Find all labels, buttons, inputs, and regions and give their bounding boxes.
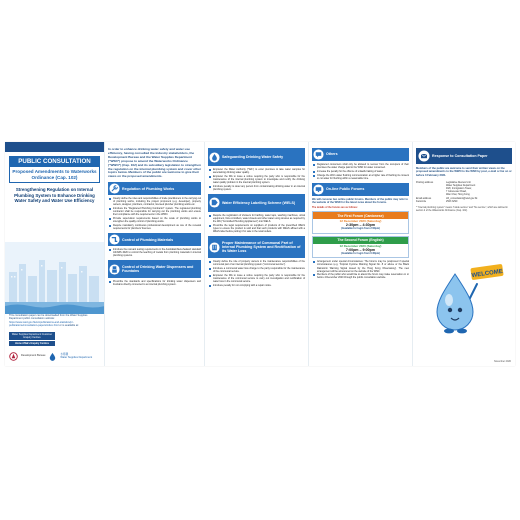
section-heading	[208, 194, 305, 212]
section-forums	[312, 183, 409, 280]
wels-list	[208, 214, 305, 233]
water-drop-mascot-illustration	[427, 260, 509, 340]
section-plumbing-works	[108, 182, 201, 230]
cover-headline: Strengthening Regulation on Internal Plumbing System to Enhance Drinking Water Safety and Water Use Efficiency	[14, 187, 95, 203]
list-item: Increase the penalty for the offence of unlawful taking of water.	[312, 170, 409, 173]
publication-date: November 2020	[493, 360, 511, 363]
building-icon	[209, 242, 220, 253]
section-heading	[108, 182, 201, 195]
panel-response	[413, 142, 515, 366]
section-heading	[312, 148, 409, 161]
list-item: Introduce the relevant testing requirements in the Australian/New Zealand standard AS/NZS 4020 to control the leaching of metals from plumbing materials in internal plumbing systems.	[108, 248, 201, 257]
response-heading	[416, 148, 512, 164]
devb-logo-text: Development Bureau	[21, 354, 46, 358]
list-item: Require the registration of showers for bathing, water taps, washing machines, urinal equipment, flow controllers, water closets and other water using devices as required by the WA ("Controlled Plumbing Appliances") into WELS.	[208, 214, 305, 223]
cover-info-tail: or is available at:	[59, 324, 79, 328]
section-others	[312, 148, 409, 180]
list-item: Prescribe the legal requirements on suppliers of products of the prescribed WELS types to ensure the product is sold and that such products with WELS affixed with a WELS label before putting it for sale in the retail outlets.	[208, 224, 305, 233]
devb-logo-icon	[9, 352, 18, 361]
first-forum-time: 2:30pm – 4:30pm	[345, 223, 376, 228]
first-forum-login: (Available for login from 2:00pm)	[341, 227, 380, 231]
first-forum-card	[312, 211, 409, 234]
government-logos	[9, 349, 103, 363]
list-item: Empower the WA to issue a notice requiring the party who is responsible for the maintenance of the communal service to carry out investigation and rectification of water loss in the communal service.	[208, 274, 305, 283]
list-item: Registered consumers shall only be allowed to recover from the occupiers of their premises the water charge paid to the WSD for water consumed.	[312, 163, 409, 169]
section-wels	[208, 194, 305, 233]
wsd-logo-icon	[48, 352, 57, 361]
list-item: Introduce penalty to deter any person from contaminating drinking water in an internal plumbing system.	[208, 185, 305, 191]
list-item: Clearly define the roles and responsibilities of trade practitioners in the carrying out of plumbing works, including the project proponent (e.g. developer), property owners, designer, plumbers, contractor, licensed plumber plumbing works etc.	[108, 197, 201, 206]
forum-details-label: The details of the forums are as follows:	[312, 206, 358, 210]
contact-label: Posting address	[416, 180, 434, 184]
others-list	[312, 163, 409, 180]
response-title: Response to Consultation Paper	[432, 153, 488, 158]
section-title: On-line Public Forums	[326, 187, 365, 192]
cover-info-text: This consultation paper can be downloaded from the Water Supplies Department public consultation website:	[9, 314, 88, 321]
fax-number: 2523 3290	[446, 200, 458, 204]
dispensers-list	[108, 280, 201, 286]
second-forum-time: 7:00pm – 9:00pm	[345, 247, 376, 252]
panel-plumbing	[105, 142, 205, 366]
cover-subtitle: Proposed Amendments to Waterworks Ordinance (Cap. 102)	[9, 167, 100, 183]
second-forum-title: The Second Forum (English)	[313, 237, 408, 244]
plumbing-works-list	[108, 197, 201, 230]
monitor-icon	[313, 184, 324, 195]
plumbing-materials-list	[108, 248, 201, 257]
section-title: Proper Maintenance of Communal Part of Internal Plumbing System and Rectification of its Water Loss	[222, 240, 301, 254]
second-forum-login: (Available for login from 6:30pm)	[341, 251, 380, 255]
water-drop-icon	[209, 152, 220, 163]
section-heading	[312, 183, 409, 196]
contact-label: Facsimile	[416, 200, 427, 204]
forum-note: We will convene two online public forums. Members of the public may refer to the website of the WSD for the latest news about the forums.	[312, 197, 408, 205]
cover-download-info	[9, 314, 101, 328]
section-title: Safeguarding Drinking Water Safety	[222, 154, 284, 159]
pipe-icon	[109, 234, 120, 245]
wsd-logo-cn: 水務署	[60, 352, 69, 356]
list-item: Members of the public who would like to attend the forum may make reservation on or before 4 December 2020 through the public consultation website.	[312, 273, 409, 279]
table-row	[416, 180, 512, 196]
list-item: Clearly define the role of property owners in the maintenance responsibilities of the communal part of an internal plumbing system ("communal service").	[208, 260, 305, 266]
safeguarding-list	[208, 168, 305, 191]
table-row	[416, 200, 512, 204]
section-title: Control of Drinking Water Dispensers and Fountains	[122, 265, 194, 274]
list-item: Empower the Water Authority ("WA") to enter premises to take water samples for ascertaining drinking water quality.	[208, 168, 305, 174]
intro-paragraph: In order to enhance drinking water safety and water use efficiency, having consulted the industry stakeholders, the Development Bureau and the Water Supplies Department ("WSD") propose to amend the Waterworks Ordinance ("WWO") (Cap. 102) and its subsidiary legislation to strengthen the regulation on the internal plumbing system and cover other topics below. Members of the public are welcome to give their views on the proposed amendments.	[108, 147, 201, 179]
list-item: Empower the WA to issue a notice requiring the party who is responsible for the maintenance of the internal plumbing system to investigate and rectify the drinking water quality problem in the internal plumbing system.	[208, 175, 305, 184]
section-heading	[108, 233, 201, 246]
maintenance-list	[208, 260, 305, 287]
contact-table	[416, 180, 512, 203]
section-heading	[208, 148, 305, 166]
section-maintenance	[208, 236, 305, 287]
list-item: Provide supervision requirements based on the scale of plumbing works to strengthen the quality control of plumbing works.	[108, 217, 201, 223]
second-forum-card	[312, 236, 409, 259]
chat-bubble-icon	[313, 149, 324, 160]
skyline-illustration	[5, 242, 105, 314]
footnote: * "Internal plumbing system" means "inside service" and "fire service", which are defined in section 2 of the Waterworks Ordinance (Cap. 102).	[416, 206, 508, 212]
home-affairs-enquiry-badge: Home Affairs Enquiry Centres	[9, 341, 55, 346]
section-title: Control of Plumbing Materials	[122, 237, 174, 242]
cover-top-bar	[5, 142, 104, 152]
list-item: Require mandatory continuous professional development as one of the renewal requirements for plumbers' licences.	[108, 224, 201, 230]
email-address-link[interactable]: LR_consultation@wsd.gov.hk	[446, 196, 478, 200]
consultation-url-link[interactable]: https://www.wsd.gov.hk/en/publications-and-statistics/pr-publications/consultation-papers/index.html	[9, 320, 74, 328]
cover-title: PUBLIC CONSULTATION	[9, 156, 100, 167]
list-item: Introduce a communal water loss charge to the party responsible for the maintenance of the communal service.	[208, 267, 305, 273]
wsd-enquiry-centres-badge: Water Supplies Department Customer Enquiry Centres	[9, 332, 55, 340]
panel-others-forums	[309, 142, 413, 366]
section-plumbing-materials	[108, 233, 201, 257]
section-title: Regulation of Plumbing Works	[122, 186, 175, 191]
list-item: Introduce the "Registered Plumbing Contractor" system. The registered plumbing contractor shall be responsible for carrying out the plumbing works and ensure their compliance with the requirements in the WWO.	[108, 207, 201, 216]
cover-panel	[5, 142, 105, 366]
section-safeguarding	[208, 148, 305, 191]
forum-arrangement-list	[312, 260, 409, 279]
section-title: Water Efficiency Labelling Scheme (WELS)	[222, 200, 296, 205]
list-item: Change the WA's water flushing communication at a higher rate of flushing its consent to cut water for flushing within a reasonable time.	[312, 174, 409, 180]
first-forum-date: 12 December 2020 (Saturday)	[339, 219, 382, 224]
second-forum-date: 12 December 2020 (Saturday)	[339, 243, 382, 248]
wrench-icon	[109, 183, 120, 194]
list-item: Introduce penalty for not complying with a repair notice.	[208, 284, 305, 287]
brochure	[5, 142, 515, 366]
section-title: Others	[326, 152, 338, 157]
welcome-sign-text: WELCOME	[471, 268, 504, 280]
list-item: Arrangement under special circumstances: The forums may be postponed if special circumstances (e.g. Tropical Cyclone Warning Signal No. 8 or above or the Black Rainstorm Warning Signal issued by the Hong Kong Observatory). The new arrangement will be announced on the website of the WSD.	[312, 260, 409, 272]
section-heading	[208, 236, 305, 258]
envelope-icon	[418, 150, 430, 162]
wsd-logo-text	[60, 353, 92, 359]
label-tag-icon	[209, 197, 220, 208]
first-forum-title: The First Forum (Cantonese)	[313, 212, 408, 219]
section-dispensers	[108, 260, 201, 286]
contact-label: Email address	[416, 196, 432, 200]
panel-safety	[205, 142, 309, 366]
list-item: Prescribe the standards and specifications for drinking water dispensers and fountains directly connected to an internal plumbing system.	[108, 280, 201, 286]
posting-address: Legislative Review Unit Water Supplies Department 46/F, Immigration Tower, 7 Gloucester Road, Wan Chai, Hong Kong	[446, 180, 476, 196]
water-dispenser-icon	[109, 264, 120, 275]
response-lead: Members of the public are welcome to send their written views on the proposed amendments to the WWO to the WSD by post, e-mail or fax on or before 3 February 2021.	[416, 167, 512, 177]
wsd-logo-en: Water Supplies Department	[60, 356, 93, 359]
section-heading	[108, 260, 201, 278]
